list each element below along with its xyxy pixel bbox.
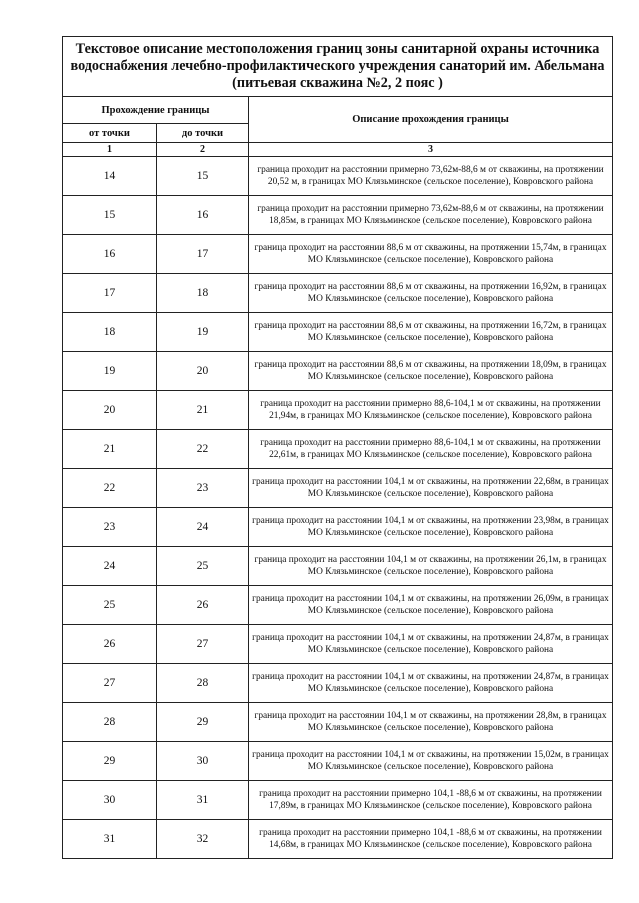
from-point-cell: 20	[63, 391, 157, 430]
from-point-cell: 24	[63, 547, 157, 586]
description-cell: граница проходит на расстоянии примерно 104,1 -88,6 м от скважины, на протяжении 14,68м, в границах МО Клязьминское (сельское поселение), Ковровского района	[249, 820, 613, 859]
description-cell: граница проходит на расстоянии примерно 104,1 -88,6 м от скважины, на протяжении 17,89м, в границах МО Клязьминское (сельское поселение), Ковровского района	[249, 781, 613, 820]
table-row	[63, 586, 613, 625]
header-from-point: от точки	[63, 124, 157, 143]
to-point-cell: 15	[157, 157, 249, 196]
to-point-cell: 30	[157, 742, 249, 781]
from-point-cell: 31	[63, 820, 157, 859]
description-cell: граница проходит на расстоянии 88,6 м от скважины, на протяжении 16,72м, в границах МО Клязьминское (сельское поселение), Ковровского района	[249, 313, 613, 352]
to-point-cell: 27	[157, 625, 249, 664]
document-page	[62, 36, 612, 859]
header-description: Описание прохождения границы	[249, 97, 613, 143]
from-point-cell: 21	[63, 430, 157, 469]
table-row	[63, 664, 613, 703]
table-row	[63, 547, 613, 586]
table-row	[63, 742, 613, 781]
table-row	[63, 313, 613, 352]
from-point-cell: 22	[63, 469, 157, 508]
to-point-cell: 18	[157, 274, 249, 313]
description-cell: граница проходит на расстоянии 104,1 м от скважины, на протяжении 15,02м, в границах МО Клязьминское (сельское поселение), Ковровского района	[249, 742, 613, 781]
to-point-cell: 21	[157, 391, 249, 430]
from-point-cell: 28	[63, 703, 157, 742]
to-point-cell: 16	[157, 196, 249, 235]
table-row	[63, 820, 613, 859]
column-number-3: 3	[249, 143, 613, 157]
description-cell: граница проходит на расстоянии 104,1 м от скважины, на протяжении 24,87м, в границах МО Клязьминское (сельское поселение), Ковровского района	[249, 664, 613, 703]
document-title: Текстовое описание местоположения границ зоны санитарной охраны источника водоснабжения лечебно-профилактического учреждения санаторий им. Абельмана (питьевая скважина №2, 2 пояс )	[63, 37, 613, 97]
table-body	[63, 157, 613, 859]
table-row	[63, 625, 613, 664]
from-point-cell: 30	[63, 781, 157, 820]
column-number-1: 1	[63, 143, 157, 157]
description-cell: граница проходит на расстоянии 88,6 м от скважины, на протяжении 16,92м, в границах МО Клязьминское (сельское поселение), Ковровского района	[249, 274, 613, 313]
table-row	[63, 469, 613, 508]
description-cell: граница проходит на расстоянии 104,1 м от скважины, на протяжении 26,1м, в границах МО Клязьминское (сельское поселение), Ковровского района	[249, 547, 613, 586]
table-row	[63, 352, 613, 391]
from-point-cell: 18	[63, 313, 157, 352]
description-cell: граница проходит на расстоянии примерно 73,62м-88,6 м от скважины, на протяжении 18,85м, в границах МО Клязьминское (сельское поселение), Ковровского района	[249, 196, 613, 235]
table-row	[63, 430, 613, 469]
table-row	[63, 157, 613, 196]
to-point-cell: 31	[157, 781, 249, 820]
from-point-cell: 23	[63, 508, 157, 547]
from-point-cell: 25	[63, 586, 157, 625]
description-cell: граница проходит на расстоянии примерно 73,62м-88,6 м от скважины, на протяжении 20,52 м, в границах МО Клязьминское (сельское поселение), Ковровского района	[249, 157, 613, 196]
from-point-cell: 17	[63, 274, 157, 313]
header-passage: Прохождение границы	[63, 97, 249, 124]
table-row	[63, 274, 613, 313]
table-row	[63, 508, 613, 547]
description-cell: граница проходит на расстоянии 88,6 м от скважины, на протяжении 18,09м, в границах МО Клязьминское (сельское поселение), Ковровского района	[249, 352, 613, 391]
from-point-cell: 16	[63, 235, 157, 274]
to-point-cell: 32	[157, 820, 249, 859]
table-row	[63, 235, 613, 274]
from-point-cell: 27	[63, 664, 157, 703]
description-cell: граница проходит на расстоянии 88,6 м от скважины, на протяжении 15,74м, в границах МО Клязьминское (сельское поселение), Ковровского района	[249, 235, 613, 274]
description-cell: граница проходит на расстоянии примерно 88,6-104,1 м от скважины, на протяжении 21,94м, в границах МО Клязьминское (сельское поселение), Ковровского района	[249, 391, 613, 430]
to-point-cell: 19	[157, 313, 249, 352]
description-cell: граница проходит на расстоянии примерно 88,6-104,1 м от скважины, на протяжении 22,61м, в границах МО Клязьминское (сельское поселение), Ковровского района	[249, 430, 613, 469]
to-point-cell: 25	[157, 547, 249, 586]
header-to-point: до точки	[157, 124, 249, 143]
description-cell: граница проходит на расстоянии 104,1 м от скважины, на протяжении 23,98м, в границах МО Клязьминское (сельское поселение), Ковровского района	[249, 508, 613, 547]
from-point-cell: 14	[63, 157, 157, 196]
from-point-cell: 26	[63, 625, 157, 664]
to-point-cell: 29	[157, 703, 249, 742]
column-number-2: 2	[157, 143, 249, 157]
description-cell: граница проходит на расстоянии 104,1 м от скважины, на протяжении 28,8м, в границах МО Клязьминское (сельское поселение), Ковровского района	[249, 703, 613, 742]
table-row	[63, 391, 613, 430]
table-row	[63, 703, 613, 742]
to-point-cell: 24	[157, 508, 249, 547]
boundary-table	[62, 36, 613, 859]
to-point-cell: 22	[157, 430, 249, 469]
from-point-cell: 29	[63, 742, 157, 781]
table-row	[63, 196, 613, 235]
to-point-cell: 23	[157, 469, 249, 508]
to-point-cell: 26	[157, 586, 249, 625]
description-cell: граница проходит на расстоянии 104,1 м от скважины, на протяжении 24,87м, в границах МО Клязьминское (сельское поселение), Ковровского района	[249, 625, 613, 664]
description-cell: граница проходит на расстоянии 104,1 м от скважины, на протяжении 22,68м, в границах МО Клязьминское (сельское поселение), Ковровского района	[249, 469, 613, 508]
to-point-cell: 28	[157, 664, 249, 703]
from-point-cell: 19	[63, 352, 157, 391]
to-point-cell: 20	[157, 352, 249, 391]
to-point-cell: 17	[157, 235, 249, 274]
table-row	[63, 781, 613, 820]
description-cell: граница проходит на расстоянии 104,1 м от скважины, на протяжении 26,09м, в границах МО Клязьминское (сельское поселение), Ковровского района	[249, 586, 613, 625]
from-point-cell: 15	[63, 196, 157, 235]
